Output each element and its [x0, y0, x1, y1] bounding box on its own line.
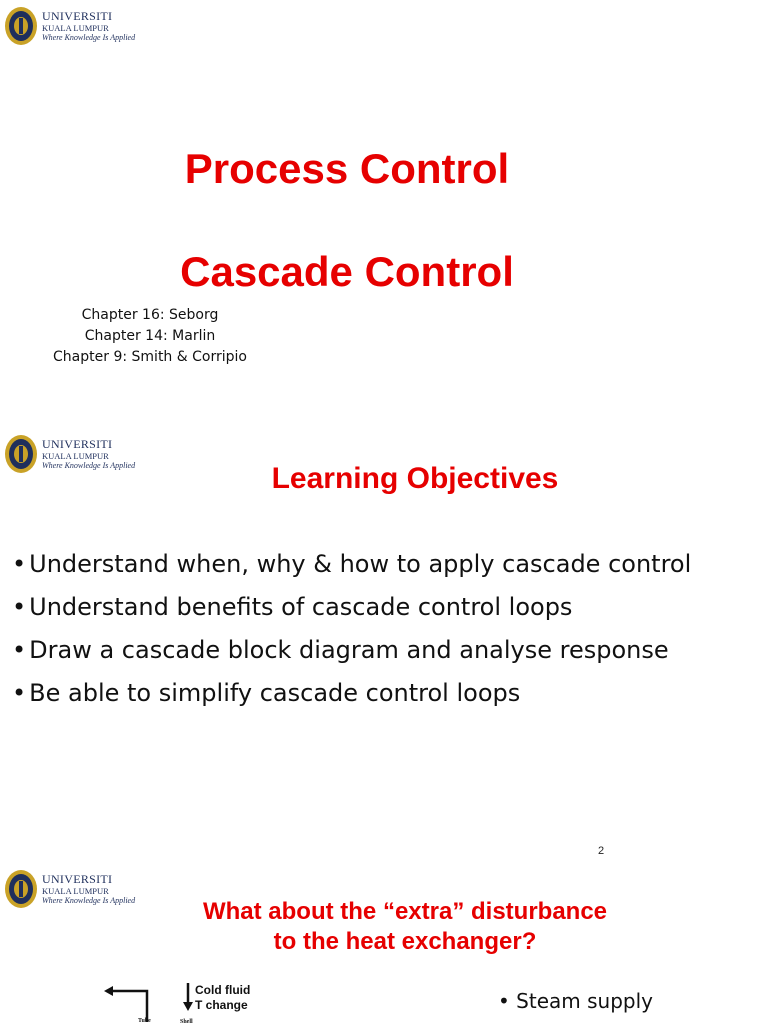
logo-tagline: Where Knowledge Is Applied [42, 33, 136, 43]
objective-text: Be able to simplify cascade control loops [29, 679, 521, 707]
logo-line2: KUALA LUMPUR [42, 22, 109, 33]
page-number: 2 [598, 845, 605, 857]
logo-line1: UNIVERSITI [42, 436, 113, 451]
list-item [12, 679, 691, 722]
slide-extra-disturbance [0, 835, 768, 1024]
objective-text: Understand benefits of cascade control loops [29, 593, 573, 621]
list-item [12, 636, 691, 679]
university-crest-icon [4, 434, 38, 474]
logo-line2: KUALA LUMPUR [42, 450, 109, 461]
bullet-icon: • [12, 593, 27, 621]
objectives-list [12, 550, 691, 722]
slide-title [0, 0, 768, 410]
logo-line2: KUALA LUMPUR [42, 885, 109, 896]
disturbance-heading [150, 897, 660, 957]
learning-objectives-heading: Learning Objectives [271, 462, 559, 495]
list-item [12, 550, 691, 593]
logo-tagline: Where Knowledge Is Applied [42, 896, 136, 906]
chapter-reference: Chapter 9: Smith & Corripio [53, 349, 247, 365]
bullet-icon: • [12, 550, 27, 578]
objective-text: Draw a cascade block diagram and analyse response [29, 636, 669, 664]
cold-fluid-line: Cold fluid [195, 983, 251, 997]
slide-learning-objectives [0, 410, 768, 835]
university-logo [4, 6, 135, 46]
logo-line1: UNIVERSITI [42, 871, 113, 886]
chapter-references [40, 305, 260, 368]
steam-supply-bullet: • Steam supply [498, 989, 653, 1013]
university-logo [4, 869, 135, 909]
shell-label: Shell [180, 1019, 193, 1024]
university-crest-icon [4, 869, 38, 909]
tube-label: Tube [138, 1018, 151, 1024]
logo-tagline: Where Knowledge Is Applied [42, 461, 136, 471]
bullet-icon: • [12, 636, 27, 664]
bullet-icon: • [12, 679, 27, 707]
cold-fluid-label [195, 983, 250, 1013]
objective-text: Understand when, why & how to apply cascade control [29, 550, 692, 578]
chapter-reference: Chapter 16: Seborg [81, 307, 219, 323]
cold-fluid-line: T change [195, 998, 248, 1012]
slide-subtitle-heading: Cascade Control [180, 248, 514, 295]
logo-line1: UNIVERSITI [42, 8, 113, 23]
list-item [12, 593, 691, 636]
cold-fluid-arrow-icon [183, 983, 193, 1011]
heading-line: to the heat exchanger? [273, 928, 537, 955]
university-crest-icon [4, 6, 38, 46]
chapter-reference: Chapter 14: Marlin [84, 328, 216, 344]
tube-flow-arrow-icon [104, 986, 147, 1022]
heading-line: What about the “extra” disturbance [202, 898, 608, 925]
slide-title-heading: Process Control [184, 145, 510, 192]
